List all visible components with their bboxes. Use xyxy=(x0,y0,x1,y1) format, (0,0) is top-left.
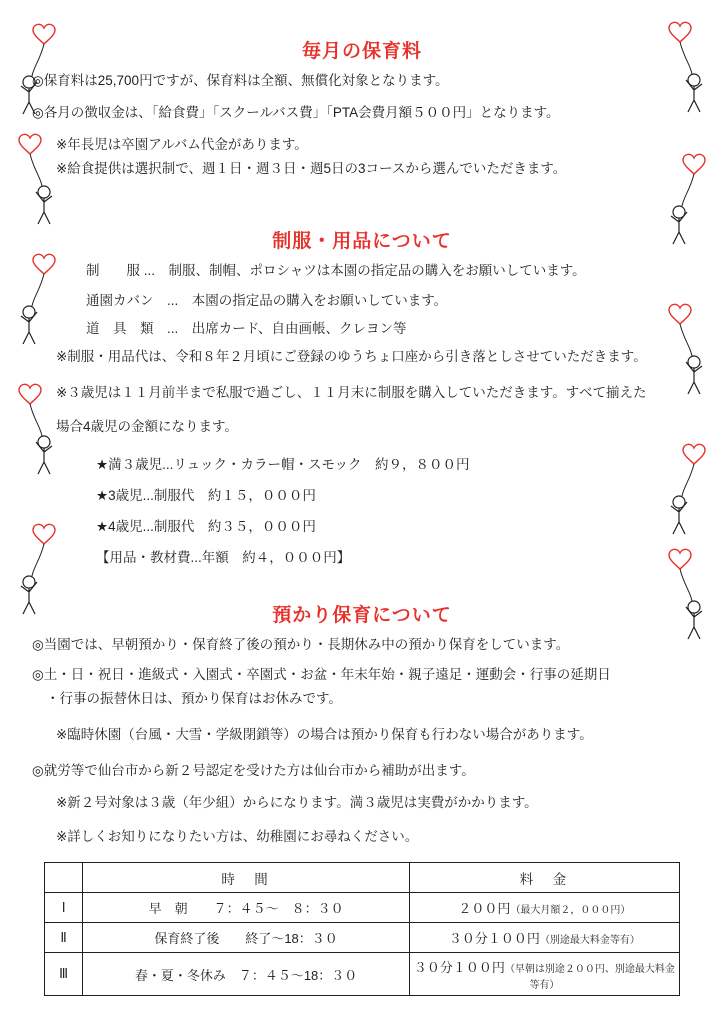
row-no: Ⅱ xyxy=(45,923,83,953)
uniform-price-2: ★3歳児...制服代 約１５，０００円 xyxy=(96,488,316,503)
table-header-fee: 料 金 xyxy=(409,863,679,893)
heart-balloon-child-doodle xyxy=(14,130,60,226)
row-no: Ⅰ xyxy=(45,893,83,923)
uniform-line-3: 道 具 類 ... 出席カード、自由画帳、クレヨン等 xyxy=(86,321,407,336)
section-title-fees: 毎月の保育料 xyxy=(301,41,422,62)
fees-line-1: ◎保育料は25,700円ですが、保育料は全額、無償化対象となります。 xyxy=(32,73,449,88)
care-line-4: ※臨時休園（台風・大雪・学級閉鎖等）の場合は預かり保育も行わない場合があります。 xyxy=(56,727,593,742)
heart-balloon-child-doodle xyxy=(14,250,60,346)
row-fee xyxy=(409,953,679,996)
row-fee-amount: ２００円 xyxy=(458,901,511,916)
care-line-2: ◎土・日・祝日・進級式・入園式・卒園式・お盆・年末年始・親子遠足・運動会・行事の延期日 xyxy=(32,667,611,682)
fee-table xyxy=(44,862,680,996)
heart-balloon-child-doodle xyxy=(14,380,60,476)
section-title-uniform: 制服・用品について xyxy=(272,231,452,252)
row-fee xyxy=(409,893,679,923)
heart-balloon-child-doodle xyxy=(664,18,710,114)
fees-line-4: ※給食提供は選択制で、週１日・週３日・週5日の3コースから選んでいただきます。 xyxy=(56,161,567,176)
care-line-7: ※詳しくお知りになりたい方は、幼稚園にお尋ねください。 xyxy=(56,829,419,844)
care-line-1: ◎当園では、早朝預かり・保育終了後の預かり・長期休み中の預かり保育をしています。 xyxy=(32,637,570,652)
row-time: 春・夏・冬休み ７：４５〜18：３０ xyxy=(83,953,410,996)
table-row xyxy=(45,893,680,923)
table-row xyxy=(45,923,680,953)
fees-line-2: ◎各月の徴収金は、「給食費」「スクールバス費」「PTA会費月額５００円」となります。 xyxy=(32,105,560,120)
table-header-no xyxy=(45,863,83,893)
table-row xyxy=(45,953,680,996)
row-time: 保育終了後 終了〜18：３０ xyxy=(83,923,410,953)
row-time: 早 朝 ７：４５〜 ８：３０ xyxy=(83,893,410,923)
row-fee-amount: ３０分１００円 xyxy=(413,960,505,975)
heart-balloon-child-doodle xyxy=(14,20,60,116)
uniform-price-3: ★4歳児...制服代 約３５，０００円 xyxy=(96,519,316,534)
uniform-line-6: 場合4歳児の金額になります。 xyxy=(56,419,238,434)
uniform-price-4: 【用品・教材費...年額 約４，０００円】 xyxy=(96,550,351,565)
heart-balloon-child-doodle xyxy=(664,300,710,396)
care-line-6: ※新２号対象は３歳（年少組）からになります。満３歳児は実費がかかります。 xyxy=(56,795,538,810)
section-title-extended-care: 預かり保育について xyxy=(272,605,452,626)
uniform-line-4: ※制服・用品代は、令和８年２月頃にご登録のゆうちょ口座から引き落としさせていただきます。 xyxy=(56,349,647,364)
care-line-5: ◎就労等で仙台市から新２号認定を受けた方は仙台市から補助が出ます。 xyxy=(32,763,475,778)
heart-balloon-child-doodle xyxy=(664,440,710,536)
table-header-row xyxy=(45,863,680,893)
row-fee xyxy=(409,923,679,953)
fees-line-3: ※年長児は卒園アルバム代金があります。 xyxy=(56,137,308,152)
table-header-time: 時 間 xyxy=(83,863,410,893)
row-fee-note: （早朝は別途２００円、別途最大料金等有） xyxy=(504,964,675,991)
uniform-line-1: 制 服 ... 制服、制帽、ポロシャツは本園の指定品の購入をお願いしています。 xyxy=(86,263,586,278)
care-line-3: ・行事の振替休日は、預かり保育はお休みです。 xyxy=(46,691,342,706)
row-fee-note: （別途最大料金等有） xyxy=(539,935,640,946)
uniform-line-5: ※３歳児は１１月前半まで私服で過ごし、１１月末に制服を購入していただきます。すべて揃えた xyxy=(56,385,647,400)
uniform-line-2: 通園カバン ... 本園の指定品の購入をお願いしています。 xyxy=(86,293,448,308)
uniform-price-1: ★満３歳児...リュック・カラー帽・スモック 約９，８００円 xyxy=(96,457,470,472)
row-fee-amount: ３０分１００円 xyxy=(448,931,540,946)
row-fee-note: （最大月額２，０００円） xyxy=(510,905,631,916)
row-no: Ⅲ xyxy=(45,953,83,996)
